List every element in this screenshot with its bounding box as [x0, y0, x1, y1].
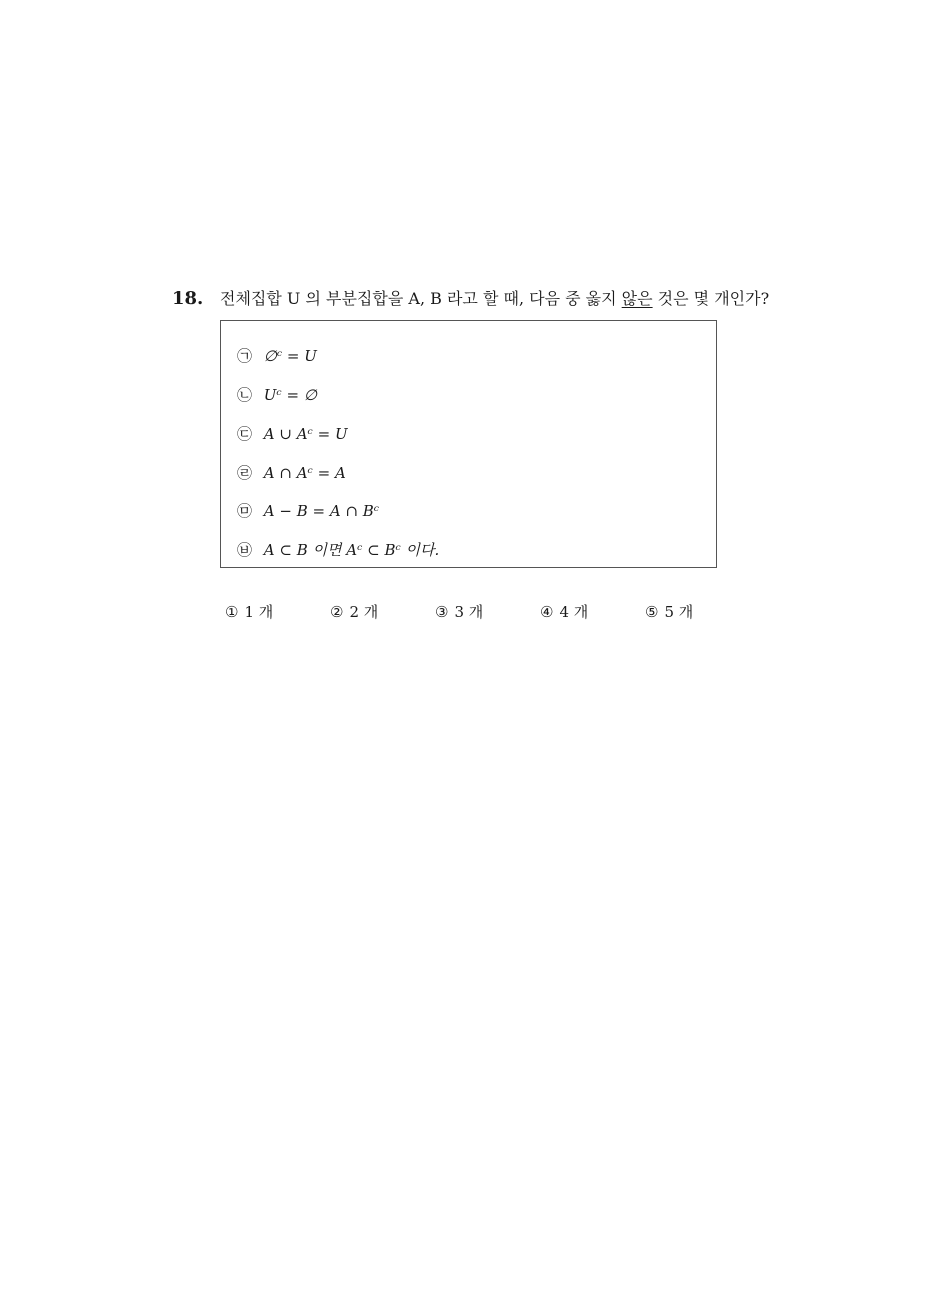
choice-number: ⑤ [645, 603, 659, 621]
statement-marker: ㉢ [237, 425, 253, 443]
choice-label: 5 개 [664, 603, 694, 621]
choice-4[interactable] [540, 600, 588, 624]
choice-label: 3 개 [454, 603, 484, 621]
statement-text: A ⊂ B 이면 Aᶜ ⊂ Bᶜ 이다. [263, 541, 440, 559]
statement-text: A ∪ Aᶜ = U [263, 425, 348, 443]
statement-item [237, 422, 348, 446]
statement-marker: ㉥ [237, 541, 253, 559]
statement-item [237, 344, 317, 368]
choice-5[interactable] [645, 600, 693, 624]
choice-number: ① [225, 603, 239, 621]
choice-3[interactable] [435, 600, 483, 624]
statement-item [237, 383, 317, 407]
choice-label: 2 개 [349, 603, 379, 621]
statement-marker: ㉤ [237, 502, 253, 520]
statement-item [237, 499, 379, 523]
statement-text: A − B = A ∩ Bᶜ [263, 502, 380, 520]
choice-1[interactable] [225, 600, 273, 624]
choice-label: 4 개 [559, 603, 589, 621]
choice-number: ② [330, 603, 344, 621]
statement-item [237, 461, 346, 485]
question-number: 18. [172, 288, 204, 309]
statement-box [220, 320, 717, 568]
statement-text: Uᶜ = ∅ [263, 386, 317, 404]
statement-marker: ㉣ [237, 464, 253, 482]
statement-marker: ㉡ [237, 386, 253, 404]
choice-label: 1 개 [244, 603, 274, 621]
choice-2[interactable] [330, 600, 378, 624]
statement-text: A ∩ Aᶜ = A [263, 464, 346, 482]
choice-number: ④ [540, 603, 554, 621]
question-text [220, 287, 769, 311]
question-text-before: 전체집합 U 의 부분집합을 A, B 라고 할 때, 다음 중 옳지 [220, 289, 622, 308]
statement-text: ∅ᶜ = U [263, 347, 317, 365]
question-text-after: 것은 몇 개인가? [652, 289, 770, 308]
statement-marker: ㉠ [237, 347, 253, 365]
statement-item [237, 538, 439, 562]
choice-number: ③ [435, 603, 449, 621]
question-text-underlined: 않은 [621, 289, 653, 308]
